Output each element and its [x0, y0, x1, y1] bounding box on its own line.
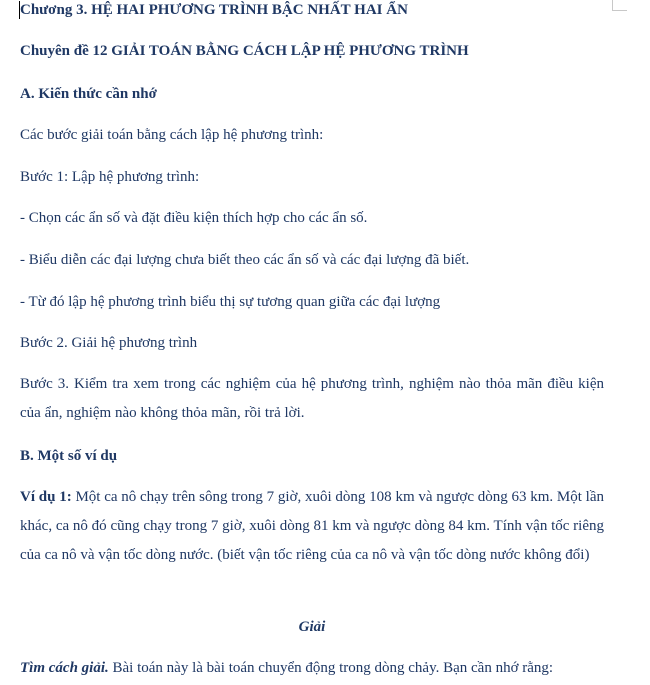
topic-title: Chuyên đề 12 GIẢI TOÁN BẰNG CÁCH LẬP HỆ PHƯƠNG TRÌNH: [20, 43, 469, 59]
step3-text: Bước 3. Kiểm tra xem trong các nghiệm của hệ phương trình, nghiệm nào thỏa mãn điều kiện của ẩn, nghiệm nào không thỏa mãn, rồi trả lời.: [20, 376, 604, 421]
approach-text: Bài toán này là bài toán chuyển động trong dòng chảy. Bạn cần nhớ rằng:: [108, 660, 554, 676]
chapter-title: Chương 3. HỆ HAI PHƯƠNG TRÌNH BẬC NHẤT HAI ẨN: [20, 2, 408, 18]
example1-label: Ví dụ 1:: [20, 489, 72, 505]
example1-paragraph: [20, 483, 604, 570]
section-b-heading: B. Một số ví dụ: [20, 448, 118, 464]
step1-title: Bước 1: Lập hệ phương trình:: [20, 169, 200, 185]
page-corner-mark: [612, 0, 627, 11]
step1-item: - Biểu diễn các đại lượng chưa biết theo các ẩn số và các đại lượng đã biết.: [20, 252, 470, 268]
solution-heading: Giải: [298, 619, 326, 635]
step1-item: - Chọn các ẩn số và đặt điều kiện thích hợp cho các ẩn số.: [20, 210, 368, 226]
step1-item: - Từ đó lập hệ phương trình biểu thị sự tương quan giữa các đại lượng: [20, 294, 441, 310]
approach-paragraph: [20, 658, 553, 678]
section-a-heading: A. Kiến thức cần nhớ: [20, 86, 157, 102]
approach-label: Tìm cách giải.: [20, 660, 109, 676]
example1-text: Một ca nô chạy trên sông trong 7 giờ, xuôi dòng 108 km và ngược dòng 63 km. Một lần khác, ca nô đó cũng chạy trong 7 giờ, xuôi dòng 81 km và ngược dòng 84 km. Tính vận tốc riêng của ca nô và vận tốc dòng nước. (biết vận tốc riêng của ca nô và vận tốc dòng nước không đổi): [20, 489, 604, 563]
intro-text: Các bước giải toán bằng cách lập hệ phương trình:: [20, 127, 324, 143]
step2-text: Bước 2. Giải hệ phương trình: [20, 335, 198, 351]
